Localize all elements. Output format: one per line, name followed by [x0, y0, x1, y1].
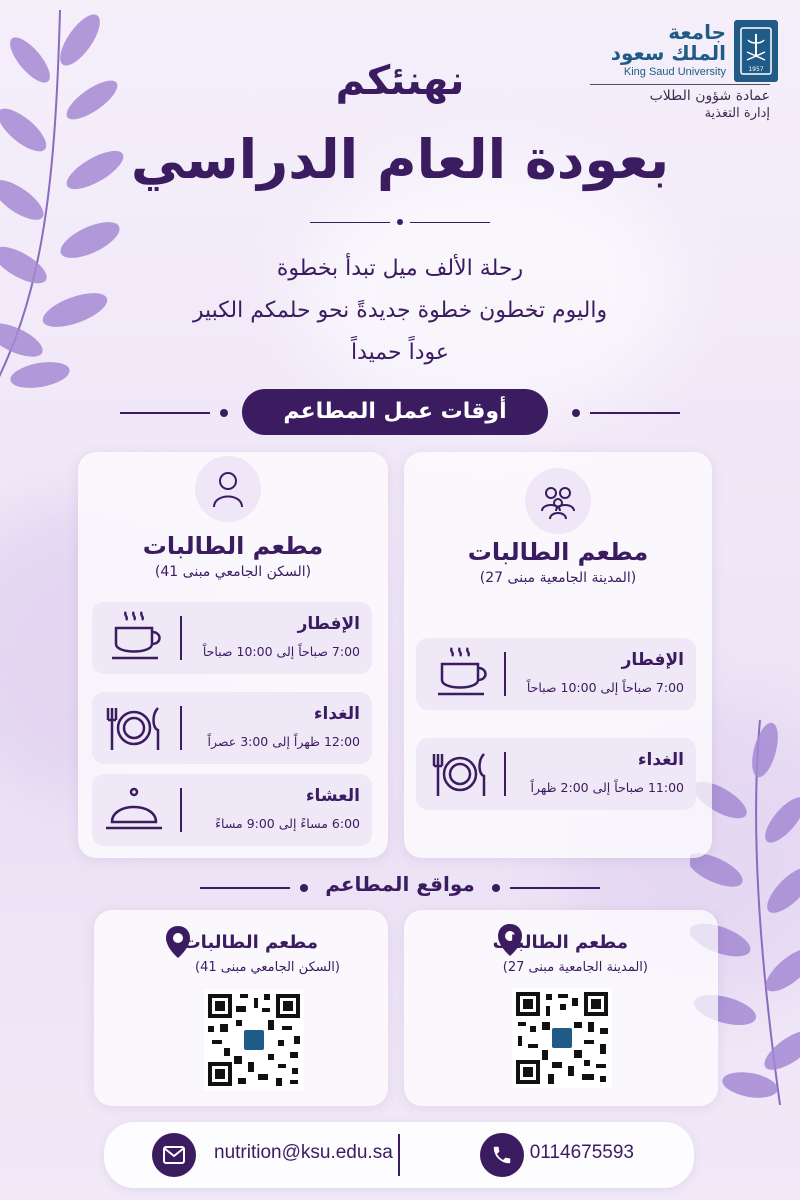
cloche-icon — [102, 780, 166, 840]
restaurant-card-41 — [78, 452, 388, 858]
meal-name: العشاء — [305, 786, 360, 806]
user-icon — [195, 456, 261, 522]
plate-cutlery-icon — [102, 698, 166, 758]
meal-name: الغداء — [637, 750, 684, 770]
restaurant-card-27 — [404, 452, 712, 858]
title-divider — [310, 218, 490, 228]
location-card-27 — [404, 910, 718, 1106]
meal-row-breakfast — [92, 602, 372, 674]
meal-row-breakfast — [416, 638, 696, 710]
phone-number[interactable]: 0114675593 — [529, 1142, 634, 1163]
verse-line-2: واليوم تخطون خطوة جديدةً نحو حلمكم الكبير — [192, 298, 608, 323]
meal-time: 6:00 مساءً إلى 9:00 مساءً — [215, 816, 360, 831]
hours-section-header — [120, 389, 680, 437]
department-label: إدارة التغذية — [704, 106, 770, 121]
meal-name: الغداء — [313, 704, 360, 724]
contact-divider — [398, 1134, 400, 1176]
restaurant-location: (السكن الجامعي مبنى 41) — [154, 564, 312, 580]
meal-name: الإفطار — [297, 614, 360, 634]
users-icon — [525, 468, 591, 534]
restaurant-name: مطعم الطالبات — [142, 532, 324, 560]
main-title: بعودة العام الدراسي — [130, 128, 670, 191]
locations-section-title: مواقع المطاعم — [325, 872, 475, 896]
location-address: (السكن الجامعي مبنى 41) — [195, 960, 340, 975]
meal-row-lunch — [92, 692, 372, 764]
location-card-41 — [94, 910, 388, 1106]
restaurant-name: مطعم الطالبات — [467, 538, 649, 566]
plate-cutlery-icon — [428, 744, 492, 804]
qr-code-location-27[interactable] — [512, 988, 612, 1088]
meal-row-lunch — [416, 738, 696, 810]
coffee-cup-icon — [432, 644, 496, 704]
location-address: (المدينة الجامعية مبنى 27) — [502, 960, 648, 975]
mail-icon[interactable] — [152, 1133, 196, 1177]
email-address[interactable]: nutrition@ksu.edu.sa — [214, 1142, 393, 1163]
verse-line-1: رحلة الألف ميل تبدأ بخطوة — [276, 256, 524, 281]
university-name-ar-line2: الملك سعود — [610, 41, 726, 65]
verse-line-3: عوداً حميداً — [350, 340, 449, 365]
greeting-heading: نهنئكم — [335, 58, 465, 104]
meal-time: 7:00 صباحاً إلى 10:00 صباحاً — [202, 644, 360, 659]
restaurant-location: (المدينة الجامعية مبنى 27) — [479, 570, 637, 586]
meal-time: 12:00 ظهراً إلى 3:00 عصراً — [207, 734, 360, 749]
phone-icon[interactable] — [480, 1133, 524, 1177]
bg-wash — [300, 160, 680, 420]
meal-time: 7:00 صباحاً إلى 10:00 صباحاً — [526, 680, 684, 695]
location-name: مطعم الطالبات — [182, 932, 318, 953]
location-name: مطعم الطالبات — [492, 932, 628, 953]
locations-section-header — [200, 864, 600, 912]
qr-code-location-41[interactable] — [204, 990, 304, 1090]
deanship-label: عمادة شؤون الطلاب — [649, 88, 770, 104]
meal-row-dinner — [92, 774, 372, 846]
contact-bar — [104, 1122, 694, 1188]
coffee-cup-icon — [106, 608, 170, 668]
svg-text:1957: 1957 — [748, 66, 764, 73]
university-name-ar-line1: جامعة — [668, 20, 726, 44]
hours-section-title: أوقات عمل المطاعم — [242, 389, 548, 435]
meal-name: الإفطار — [621, 650, 684, 670]
university-name-en: King Saud University — [623, 66, 726, 78]
meal-time: 11:00 صباحاً إلى 2:00 ظهراً — [530, 780, 684, 795]
